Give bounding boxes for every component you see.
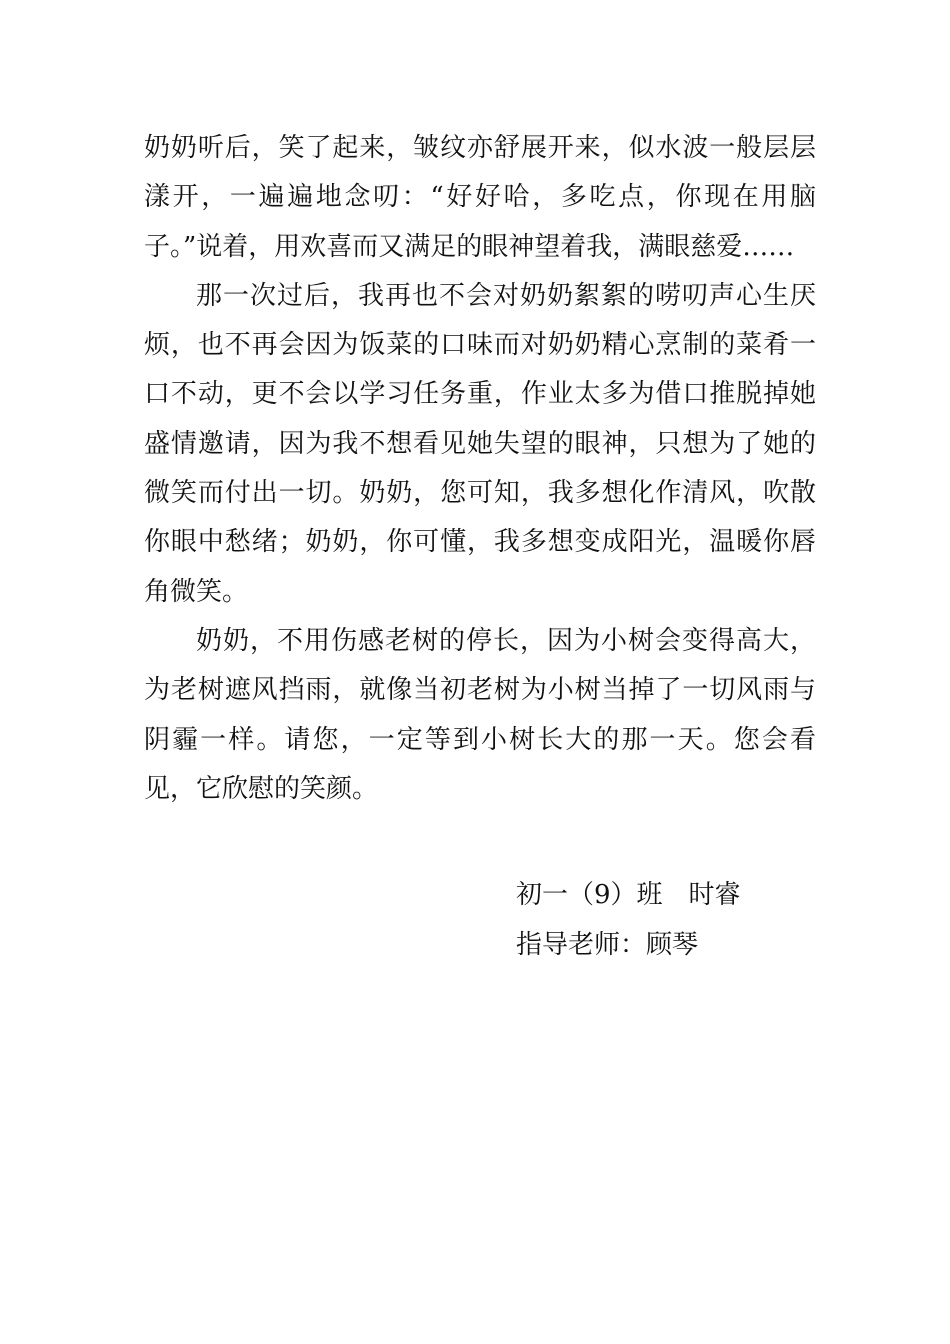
teacher-line: 指导老师：顾琴 <box>516 930 699 960</box>
essay-body <box>144 124 816 814</box>
paragraph-after-that: 那一次过后，我再也不会对奶奶絮絮的唠叨声心生厌烦，也不再会因为饭菜的口味而对奶奶精心烹制的菜肴一口不动，更不会以学习任务重，作业太多为借口推脱掉她盛情邀请，因为我不想看见她失望的眼神，只想为了她的微笑而付出一切。奶奶，您可知，我多想化作清风，吹散你眼中愁绪；奶奶，你可懂，我多想变成阳光，温暖你唇角微笑。 <box>144 280 816 607</box>
paragraph-grandma-smile: 奶奶听后，笑了起来，皱纹亦舒展开来，似水波一般层层漾开，一遍遍地念叨：“好好哈，多吃点，你现在用脑子。”说着，用欢喜而又满足的眼神望着我，满眼慈爱…… <box>144 133 816 262</box>
paragraph-old-tree: 奶奶，不用伤感老树的停长，因为小树会变得高大，为老树遮风挡雨，就像当初老树为小树当掉了一切风雨与阴霾一样。请您，一定等到小树长大的那一天。您会看见，它欣慰的笑颜。 <box>144 625 816 804</box>
author-class-line: 初一（9）班 时睿 <box>516 880 741 910</box>
signature-block <box>516 870 741 970</box>
